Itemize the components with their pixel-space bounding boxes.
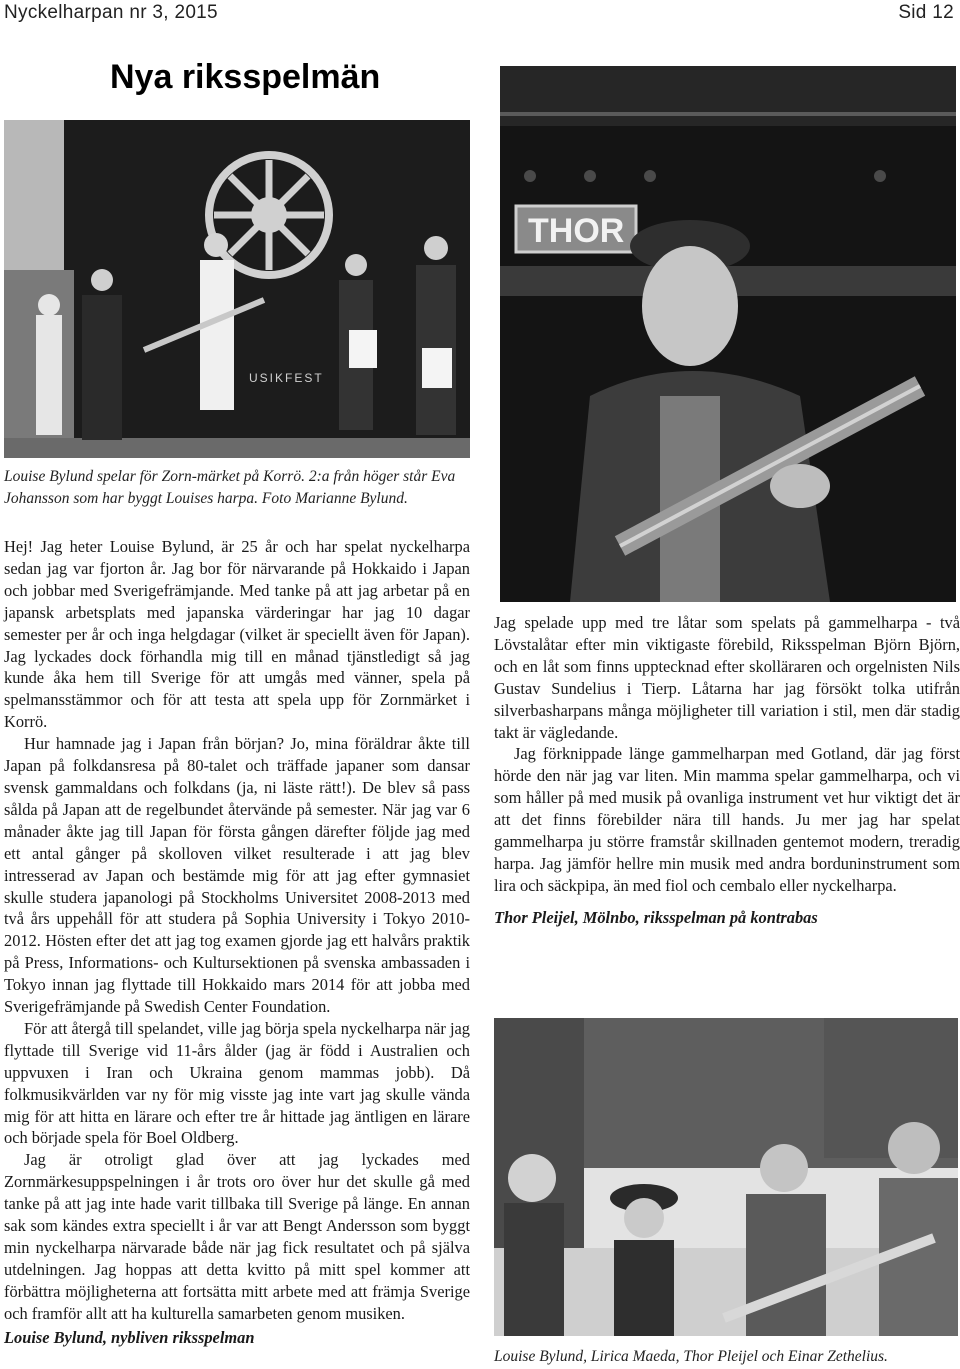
banner-text: USIKFEST: [249, 371, 324, 385]
thor-portrait-photo: [500, 66, 956, 602]
locomotive-sign-text: THOR: [528, 212, 625, 250]
article-paragraph: För att återgå till spelandet, ville jag börja spela nyckelharpa när jag flyttade till Sverige vid 11-års ålder (jag är född i Australien och uppvuxen i Iran och Ukraina genom mammas jobb). Då folkmusikvärlden var ny för mig visste jag inte vart jag skulle vända mig för att hitta en lärare och efter tre år hittade jag äntligen en lärare och började spela för Boel Oldberg.: [4, 1018, 470, 1148]
article-paragraph: Hur hamnade jag i Japan från början? Jo, mina föräldrar åkte till Japan på folkdansresa på 80-talet och träffade japaner som dansar svensk gammaldans och folkdans (ja, ni läste rätt!). De blev så pass sålda på Japan att de regelbundet återvände på semester. När jag var 6 månader åkte jag till Japan för första gången därefter följde jag med ett antal gånger på skolloven vilket resulterade i att jag blev intresserad av Japan och bestämde mig för att jag efter gymnasiet skulle studera japanologi på Stockholms Universitet 2008-2013 med två års uppehåll för att studera på Sophia University i Tokyo 2010-2012. Hösten efter det att jag tog examen gjorde jag ett halvårs praktik på Press, Informations- och Kultursektionen på svenska ambassaden i Tokyo innan jag flyttade till Hokkaido mars 2014 för att jobba med Sverigefrämjande på Swedish Center Foundation.: [4, 734, 470, 1017]
louise-article: [4, 536, 470, 1349]
article-paragraph: Jag är otroligt glad över att jag lyckades med Zornmärkesuppspelningen i år trots oro över hur det skulle gå med tanke på att jag inte hade varit tillbaka till Sverige på länge. En annan sak som kändes extra speciellt i år var att Bengt Andersson som byggt min nyckelharpa närvarade både när jag fick resultatet och på själva utdelningen. Jag hoppas att detta kvitto på mitt spel kommer att förbättra möjligheterna att fortsätta mitt arbete med att främja Sverige och framför allt att ha kulturella samarbeten genom musiken.: [4, 1150, 470, 1323]
stage-photo-caption: Louise Bylund spelar för Zorn-märket på Korrö. 2:a från höger står Eva Johansson som har byggt Louises harpa. Foto Marianne Bylund.: [4, 468, 456, 507]
article-paragraph: Jag spelade upp med tre låtar som spelats på gammelharpa - två Lövstalåtar efter min viktigaste förebild, Riksspelman Björn Björn, och en låt som finns upptecknad efter skolläraren och orgelnisten Nils Gustav Sundelius i Tierp. Låtarna har jag försökt tolka utifrån silverbasharpans många möjligheter till variation i stil, men där stadig takt är vägledande.: [494, 613, 960, 742]
running-header-page-number: Sid 12: [898, 2, 954, 23]
article-paragraph: Jag förknippade länge gammelharpan med Gotland, där jag först hörde den när jag var liten. Min mamma spelar gammelharpa, och vi som håller på med musik på ovanliga instrument vet hur viktigt det är att det finns förebilder nära till hands. Ju mer jag har spelat gammelharpa ju större framstår skillnaden gentemot modern, treradig harpa. Jag jämför hellre min musik med andra borduninstrument som lira och säckpipa, än med fiol och cembalo eller nyckelharpa.: [494, 744, 960, 895]
stage-performance-photo: [4, 120, 470, 458]
article-title: Nya riksspelmän: [110, 58, 381, 96]
author-signature: Thor Pleijel, Mölnbo, riksspelman på kontrabas: [494, 907, 818, 927]
author-signature: Louise Bylund, nybliven riksspelman: [4, 1327, 255, 1347]
group-photo: [494, 1018, 958, 1336]
thor-article: [494, 612, 960, 929]
group-photo-caption: Louise Bylund, Lirica Maeda, Thor Pleijel och Einar Zethelius.: [494, 1348, 888, 1365]
article-paragraph: Hej! Jag heter Louise Bylund, är 25 år och har spelat nyckelharpa sedan jag var fjorton år. Jag bor för närvarande på Hokkaido i Japan och jobbar med Sverigefrämjande. Med tanke på att jag arbetar på en japansk arbetsplats med japanska värderingar har jag 10 dagar semester per år och inga helgdagar (vilket är speciellt även för Japan). Jag lyckades dock förhandla mig till en månad tjänstledigt så jag kunde åka hem till Sverige för att umgås med vänner, spela på spelmansstämmor och för att testa att spela upp för Zornmärket i Korrö.: [4, 537, 470, 732]
running-header-left: Nyckelharpan nr 3, 2015: [4, 2, 218, 23]
